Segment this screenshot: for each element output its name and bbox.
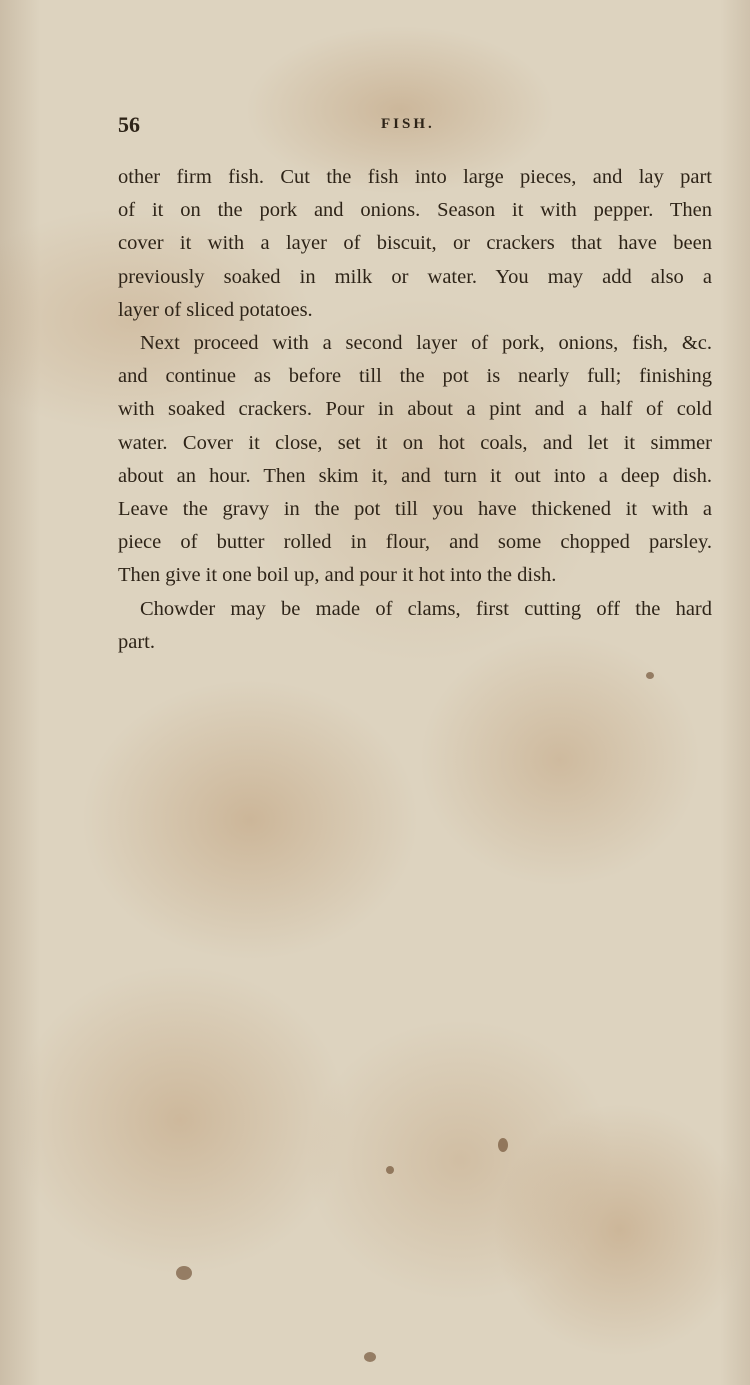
text-line: of it on the pork and onions. Season it with pepper. Then [118, 199, 712, 222]
text-line: layer of sliced potatoes. [118, 298, 313, 321]
text-line: Next proceed with a second layer of pork, onions, fish, &c. [140, 332, 712, 355]
ink-spot [646, 672, 654, 679]
body-text [118, 161, 712, 659]
running-head: FISH. [381, 116, 435, 132]
page-number: 56 [118, 112, 140, 137]
text-line: and continue as before till the pot is nearly full; finishing [118, 365, 712, 388]
text-line: previously soaked in milk or water. You may add also a [118, 265, 712, 288]
text-line: part. [118, 630, 155, 653]
ink-spot [498, 1138, 508, 1152]
text-line: Leave the gravy in the pot till you have thickened it with a [118, 498, 712, 521]
text-line: piece of butter rolled in flour, and some chopped parsley. [118, 531, 712, 554]
ink-spot [386, 1166, 394, 1174]
paragraph [118, 593, 712, 659]
text-line: water. Cover it close, set it on hot coals, and let it simmer [118, 431, 712, 454]
paragraph [118, 327, 712, 593]
text-line: Chowder may be made of clams, first cutting off the hard [140, 597, 712, 620]
text-line: Then give it one boil up, and pour it hot into the dish. [118, 564, 557, 587]
text-line: cover it with a layer of biscuit, or crackers that have been [118, 232, 712, 255]
text-line: about an hour. Then skim it, and turn it out into a deep dish. [118, 464, 712, 487]
page-header [118, 112, 710, 142]
ink-spot [364, 1352, 376, 1362]
ink-spot [176, 1266, 192, 1280]
text-line: with soaked crackers. Pour in about a pint and a half of cold [118, 398, 712, 421]
paragraph [118, 161, 712, 327]
text-line: other firm fish. Cut the fish into large pieces, and lay part [118, 166, 712, 188]
